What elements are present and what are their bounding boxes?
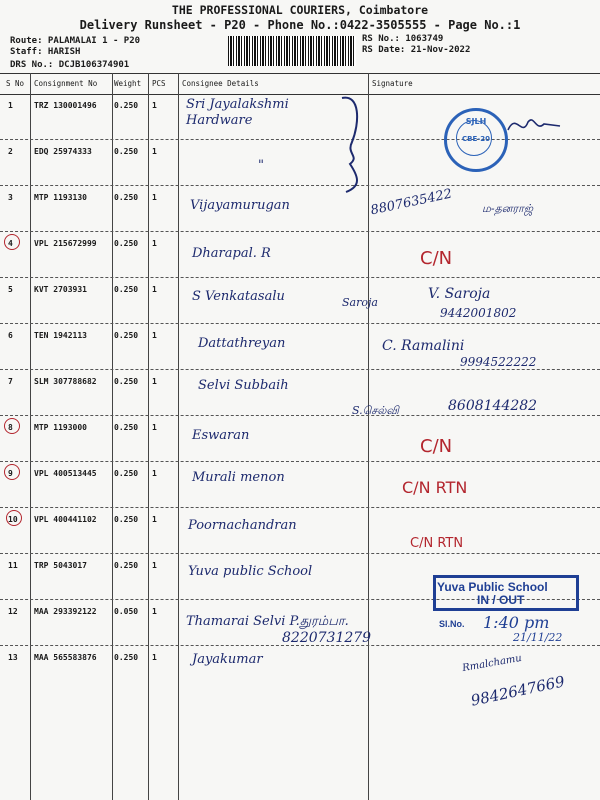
runsheet-title: Delivery Runsheet - P20 - Phone No.:0422-3505555 - Page No.:1 [79,18,521,32]
phone-note: 9842647669 [469,672,567,710]
row-pcs: 1 [152,377,157,386]
consignee-name: Vijayamurugan [190,198,290,213]
row-sno: 8 [8,423,13,432]
row-sno: 6 [8,331,13,340]
table-row [0,139,600,186]
phone-note: 8807635422 [369,186,454,219]
stamp-slno: Sl.No. [439,619,465,629]
stamp-inout: IN / OUT [477,593,525,607]
drs-no: DRS No.: DCJB106374901 [10,60,130,70]
stamp-date: 21/11/22 [513,631,563,644]
red-circle-mark [6,510,22,526]
consignee-name: Selvi Subbaih [198,378,289,393]
row-weight: 0.250 [114,377,139,386]
seal-signature [504,110,564,140]
stamp-title: Yuva Public School [437,580,548,594]
cn-rtn-mark: C/N RTN [410,536,464,551]
row-consignment: TRP 5043017 [34,561,87,570]
row-weight: 0.250 [114,239,139,248]
phone-note: 9442001802 [440,306,517,320]
row-sno: 1 [8,101,13,110]
school-stamp [433,575,575,683]
phone-note: 8608144282 [448,398,538,414]
row-consignment: MTP 1193130 [34,193,87,202]
row-sno: 3 [8,193,13,202]
row-sno: 12 [8,607,18,616]
signature-note: C. Ramalini [382,338,465,354]
row-sno: 11 [8,561,18,570]
row-consignment: MAA 293392122 [34,607,97,616]
consignee-name: Thamarai Selvi P.துரம்பா. [186,614,349,629]
red-circle-mark [4,234,20,250]
signature-note: V. Saroja [428,286,491,302]
col-consignment: Consignment No [34,79,98,88]
staff: Staff: HARISH [10,47,81,57]
phone-note: 8220731279 [282,630,372,646]
row-weight: 0.050 [114,607,139,616]
row-consignment: KVT 2703931 [34,285,87,294]
company-seal [444,108,508,172]
consignee-name: Eswaran [192,428,250,443]
row-consignment: TEN 1942113 [34,331,87,340]
row-consignment: SLM 307788682 [34,377,97,386]
row-weight: 0.250 [114,469,139,478]
col-weight: Weight [114,79,142,88]
row-pcs: 1 [152,147,157,156]
row-weight: 0.250 [114,653,139,662]
row-consignment: EDQ 25974333 [34,147,92,156]
red-circle-mark [4,464,20,480]
consignee-name: Yuva public School [188,564,313,579]
row-pcs: 1 [152,469,157,478]
rs-no: RS No.: 1063749 [362,34,444,44]
red-circle-mark [4,418,20,434]
row-weight: 0.250 [114,147,139,156]
consignee-name: Dattathreyan [198,336,286,351]
table-row [0,415,600,462]
brace-mark [336,92,366,196]
company-title: THE PROFESSIONAL COURIERS, Coimbatore [171,3,429,17]
phone-note: 9994522222 [460,355,537,369]
row-weight: 0.250 [114,101,139,110]
barcode [228,36,356,66]
row-consignment: MAA 565583876 [34,653,97,662]
route: Route: PALAMALAI 1 - P20 [10,36,141,46]
cn-mark: C/N [420,248,453,269]
row-sno: 2 [8,147,13,156]
row-pcs: 1 [152,561,157,570]
consignee-name: Murali menon [192,470,285,485]
table-row [0,461,600,508]
row-sno: 13 [8,653,18,662]
row-pcs: 1 [152,423,157,432]
row-pcs: 1 [152,515,157,524]
table-header [0,73,600,95]
consignee-name: S Venkatasalu [192,289,285,304]
row-weight: 0.250 [114,423,139,432]
col-sno: S No [6,79,25,88]
cn-mark: C/N [420,436,453,457]
row-pcs: 1 [152,285,157,294]
signature-note: ம-தனராஜ் [482,202,534,215]
col-signature: Signature [372,79,413,88]
col-consignee: Consignee Details [182,79,259,88]
stamp-time: 1:40 pm [483,613,550,632]
row-pcs: 1 [152,607,157,616]
row-sno: 4 [8,239,13,248]
row-pcs: 1 [152,331,157,340]
rs-date: RS Date: 21-Nov-2022 [362,45,471,55]
signature-note: Rmalchamu [461,652,523,675]
row-consignment: MTP 1193000 [34,423,87,432]
row-weight: 0.250 [114,285,139,294]
row-sno: 9 [8,469,13,478]
col-pcs: PCS [152,79,166,88]
row-sno: 5 [8,285,13,294]
signature-note: Saroja [342,296,378,309]
row-pcs: 1 [152,101,157,110]
row-sno: 7 [8,377,13,386]
row-pcs: 1 [152,239,157,248]
row-weight: 0.250 [114,561,139,570]
row-consignment: VPL 400513445 [34,469,97,478]
row-consignment: VPL 400441102 [34,515,97,524]
cn-rtn-mark: C/N RTN [402,478,468,497]
row-weight: 0.250 [114,193,139,202]
seal-text: SJLH [465,117,487,126]
row-weight: 0.250 [114,515,139,524]
consignee-name: Sri Jayalakshmi Hardware [186,97,289,128]
consignee-name: Dharapal. R [192,246,271,261]
row-pcs: 1 [152,193,157,202]
row-pcs: 1 [152,653,157,662]
consignee-name: Jayakumar [192,652,263,667]
table-row [0,507,600,554]
signature-note: S.செல்வி [352,404,399,417]
row-sno: 10 [8,515,18,524]
consignee-name: Poornachandran [188,518,297,533]
row-consignment: TRZ 130001496 [34,101,97,110]
consignee-name: " [258,158,264,173]
row-consignment: VPL 215672999 [34,239,97,248]
table-row [0,231,600,278]
row-weight: 0.250 [114,331,139,340]
seal-sub: CBE-20 [462,135,490,143]
